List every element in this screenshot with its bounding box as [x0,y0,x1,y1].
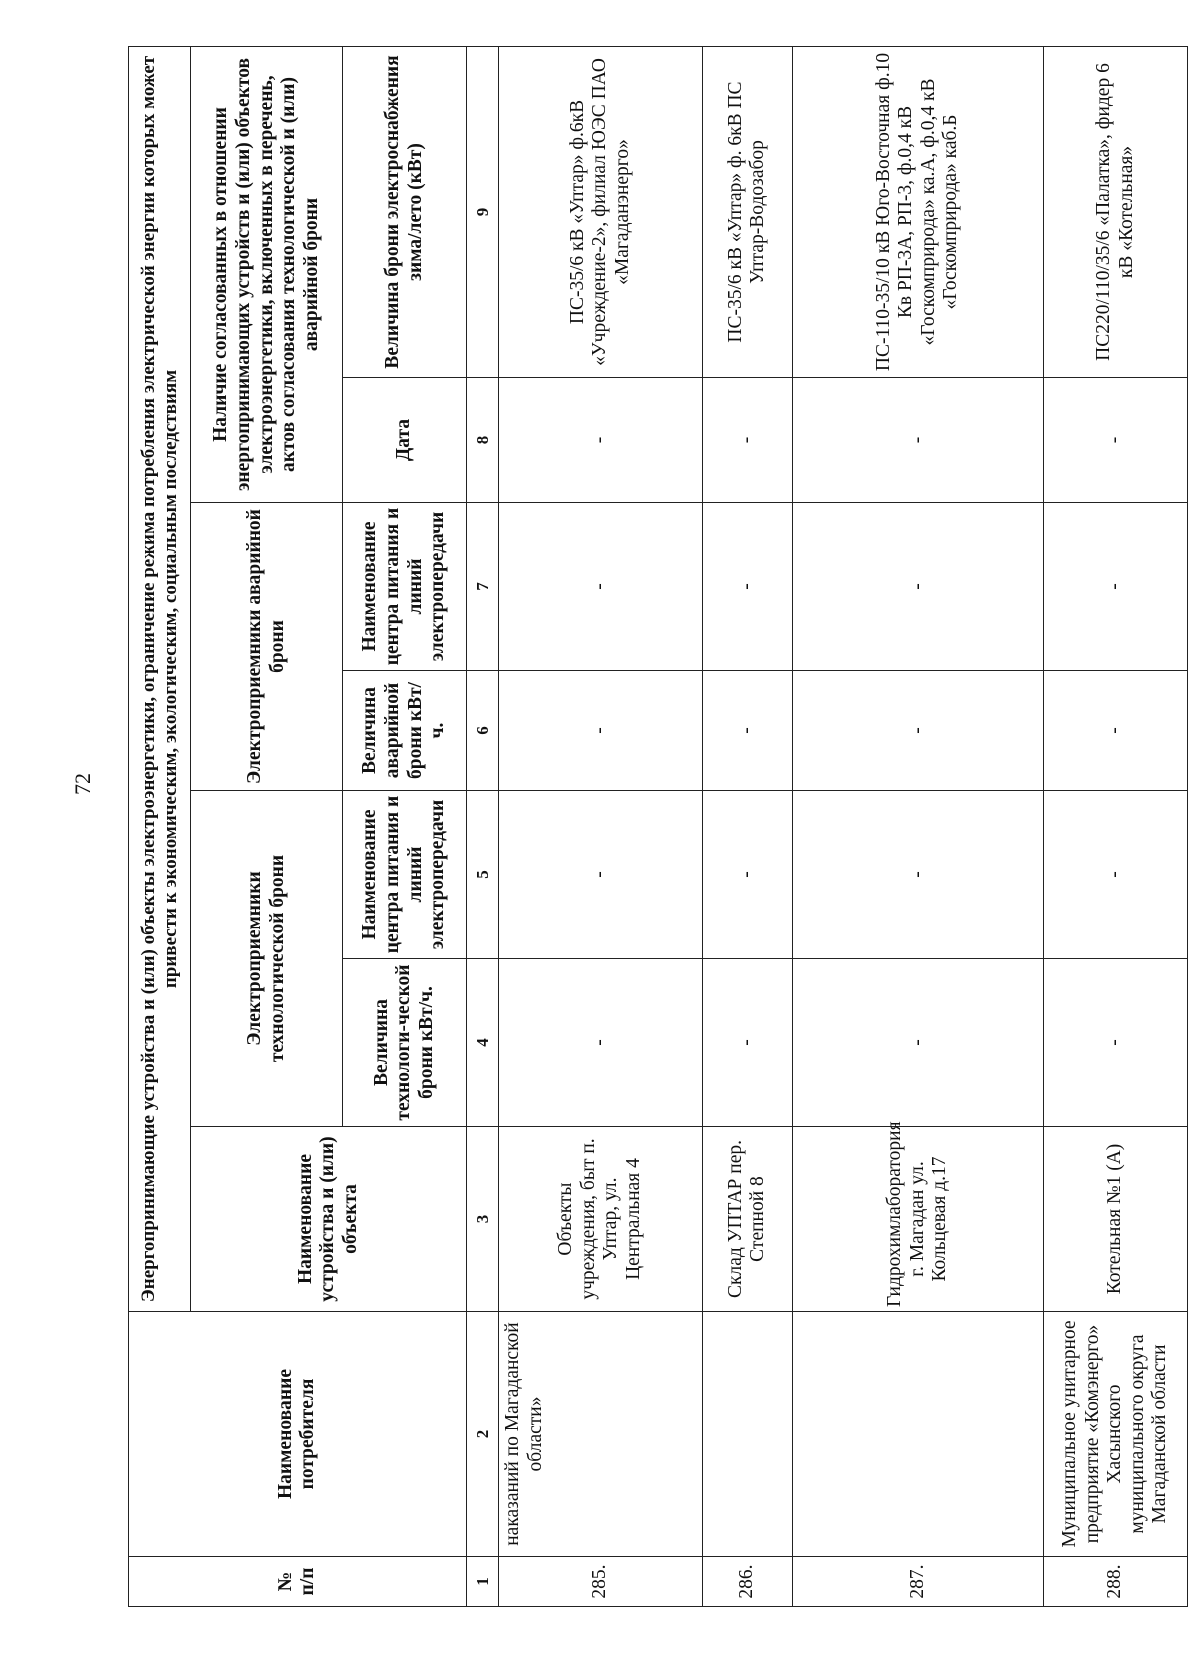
reservation-table [128,46,1188,1607]
row-tech-value: - [792,959,1044,1127]
row-em-source: - [1044,503,1188,671]
col-number: 8 [466,378,498,503]
header-em-source: Наименование центра питания и линий электропередачи [343,503,466,671]
row-agree-date: - [702,378,792,503]
row-agree-value: ПС-110-35/10 кВ Юго-Восточная ф.10 Кв РП-3А, РП-3, ф.0,4 кВ «Госкомприрода» ка.А, ф.0,4 кВ «Госкомприрода» каб.Б [792,46,1044,377]
row-em-value: - [702,671,792,791]
row-no: 286. [702,1557,792,1607]
col-number: 7 [466,503,498,671]
col-number: 2 [466,1312,498,1557]
row-tech-value: - [499,959,703,1127]
col-number: 1 [466,1557,498,1607]
row-consumer: наказаний по Магаданской области» [499,1312,703,1557]
row-device: Котельная №1 (А) [1044,1127,1188,1312]
header-agree-value: Величина брони электроснабжения зима/лето (кВт) [343,46,466,377]
row-em-source: - [792,503,1044,671]
row-device: Гидрохимлаборатория г. Магадан ул. Кольцевая д.17 [792,1127,1044,1312]
row-agree-date: - [499,378,703,503]
row-agree-value: ПС220/110/35/6 «Палатка», фидер 6 кВ «Котельная» [1044,46,1188,377]
col-number: 3 [466,1127,498,1312]
header-agree-date: Дата [343,378,466,503]
row-tech-value: - [1044,959,1188,1127]
row-tech-source: - [1044,791,1188,959]
rotated-table-container [128,47,1188,1607]
row-em-source: - [702,503,792,671]
row-em-source: - [499,503,703,671]
header-agreement-group: Наличие согласованных в отношении энергопринимающих устройств и (или) объектов электроэнергетики, включенных в перечень, актов согласования технологической и (или) аварийной брони [191,46,343,502]
table-row [499,46,703,1606]
header-device: Наименование устройства и (или) объекта [191,1127,467,1312]
header-em-value: Величина аварийной брони кВт/ч. [343,671,466,791]
table-row [1044,46,1188,1606]
row-agree-value: ПС-35/6 кВ «Уптар» ф. 6кВ ПС Уптар-Водозабор [702,46,792,377]
row-device: Склад УПТАР пер. Степной 8 [702,1127,792,1312]
header-emergency-group: Электроприемники аварийной брони [191,503,343,791]
row-agree-date: - [792,378,1044,503]
row-no: 288. [1044,1557,1188,1607]
row-agree-date: - [1044,378,1188,503]
row-tech-source: - [792,791,1044,959]
header-tech-value: Величина технологи-ческой брони кВт/ч. [343,959,466,1127]
row-no: 287. [792,1557,1044,1607]
row-agree-value: ПС-35/6 кВ «Уптар» ф.6кВ «Учреждение-2», филиал ЮЭС ПАО «Магаданэнерго» [499,46,703,377]
row-tech-source: - [702,791,792,959]
row-no: 285. [499,1557,703,1607]
row-tech-source: - [499,791,703,959]
row-consumer [792,1312,1044,1557]
col-number: 6 [466,671,498,791]
header-group-title: Энергопринимающие устройства и (или) объекты электроэнергетики, ограничение режима потребления электрической энергии которых может привести к экономическим, экологическим, социальным последствиям [129,46,191,1311]
table-row [702,46,792,1606]
row-em-value: - [792,671,1044,791]
header-no: № п/п [129,1557,467,1607]
col-number: 4 [466,959,498,1127]
row-em-value: - [499,671,703,791]
col-number: 5 [466,791,498,959]
row-em-value: - [1044,671,1188,791]
row-device: Объекты учреждения, быт п. Уптар, ул. Центральная 4 [499,1127,703,1312]
row-tech-value: - [702,959,792,1127]
row-consumer [702,1312,792,1557]
header-tech-group: Электроприемники технологической брони [191,791,343,1127]
page-number: 72 [70,773,95,795]
header-consumer: Наименование потребителя [129,1312,467,1557]
table-row [792,46,1044,1606]
row-consumer: Муниципальное унитарное предприятие «Комэнерго» Хасынского муниципального округа Магаданской области [1044,1312,1188,1557]
col-number: 9 [466,46,498,377]
header-tech-source: Наименование центра питания и линий электропередачи [343,791,466,959]
